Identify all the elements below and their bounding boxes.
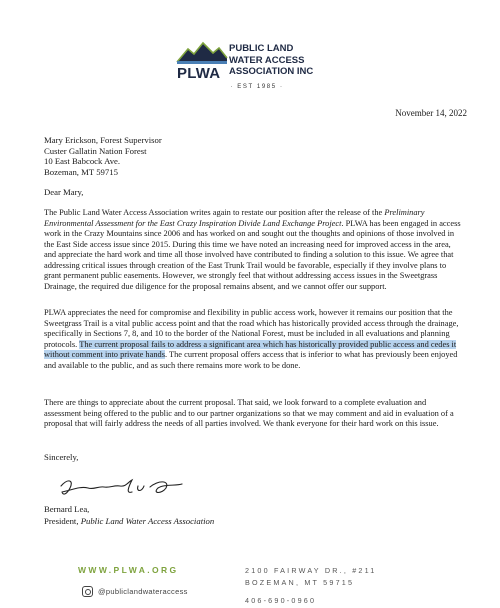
logo-established: · EST 1985 · xyxy=(230,84,284,90)
signer-block xyxy=(44,503,214,527)
instagram-handle: @publiclandwateraccess xyxy=(98,587,188,596)
letter-date: November 14, 2022 xyxy=(395,108,467,118)
highlighted-text[interactable]: The current proposal fails to address a significant area which has historically provided public access and cedes it without comment into private hands xyxy=(44,339,457,359)
signer-organization: Public Land Water Access Association xyxy=(80,516,215,526)
recipient-address xyxy=(44,135,162,177)
paragraph-2 xyxy=(44,308,464,371)
paragraph-text: The Public Land Water Access Association writes again to restate our position after the release of the xyxy=(44,208,385,217)
closing: Sincerely, xyxy=(44,452,79,462)
footer-address-line: BOZEMAN, MT 59715 xyxy=(245,577,355,587)
logo-org-name xyxy=(229,43,339,78)
mountain-logo-icon xyxy=(176,40,228,66)
paragraph-text: . PLWA has been engaged in access work in the Crazy Mountains since 2006 and has worked on and sought out the thoughts and opinions of those involved in the East Side access issue since 2015. During this time we have noted an increasing need for improved access in the area, and appreciate the hard work and time all those involved have contributed to finding a solution to this issue. We agree that addressing critical issues through creation of the East Trunk Trail would be favorable, especially if they involve plans to grant permanent public easements. However, we strongly feel that without addressing access issues in the Sweetgrass Drainage, the required due diligence for the proposal remains absent, and we cannot offer our support. xyxy=(44,218,461,291)
paragraph-text: . The current proposal offers access that is inferior to what has previously been enjoyed and available to the public, and as such there remains more work to be done. xyxy=(44,350,458,370)
paragraph-text: PLWA appreciates the need for compromise and flexibility in public access work, however it remains our position that the Sweetgrass Trail is a vital public access point and that the road which has historically provided access through the drainage, specifically in Sections 7, 8, and 10 to the border of the National Forest, must be included in all evaluations and planning protocols. xyxy=(44,308,459,349)
paragraph-1 xyxy=(44,208,464,292)
footer-address-line: 2100 FAIRWAY DR., #211 xyxy=(245,566,377,575)
address-line: Custer Gallatin Nation Forest xyxy=(44,145,147,156)
signer-role: President, xyxy=(44,516,81,526)
signer-title xyxy=(44,515,214,527)
footer-address xyxy=(245,565,377,588)
address-line: Mary Erickson, Forest Supervisor xyxy=(44,135,162,145)
address-line: 10 East Babcock Ave. xyxy=(44,156,121,167)
signer-name: Bernard Lea, xyxy=(44,504,90,514)
logo-name-line: WATER ACCESS xyxy=(229,54,305,66)
plwa-logo xyxy=(176,40,336,96)
salutation: Dear Mary, xyxy=(44,187,84,197)
paragraph-3: There are things to appreciate about the current proposal. That said, we look forward to a complete evaluation and assessment being offered to the public and to our partner organizations so that we may comment and aid in evaluation of a proposal that will fairly address the needs of all parties involved. We thank everyone for their hard work on this issue. xyxy=(44,398,454,428)
instagram-icon xyxy=(82,586,93,597)
logo-name-line: PUBLIC LAND xyxy=(229,43,294,54)
logo-name-line: ASSOCIATION INC xyxy=(229,66,314,77)
footer-website-link[interactable]: WWW.PLWA.ORG xyxy=(78,565,179,575)
logo-abbreviation: PLWA xyxy=(177,65,221,82)
footer-instagram[interactable] xyxy=(82,586,188,597)
handwritten-signature xyxy=(58,472,186,502)
document-title: Preliminary Environmental Assessment for the East Crazy Inspiration Divide Land Exchange Project xyxy=(44,208,425,228)
address-line: Bozeman, MT 59715 xyxy=(44,166,118,177)
footer-phone: 406-690-0960 xyxy=(245,596,317,605)
